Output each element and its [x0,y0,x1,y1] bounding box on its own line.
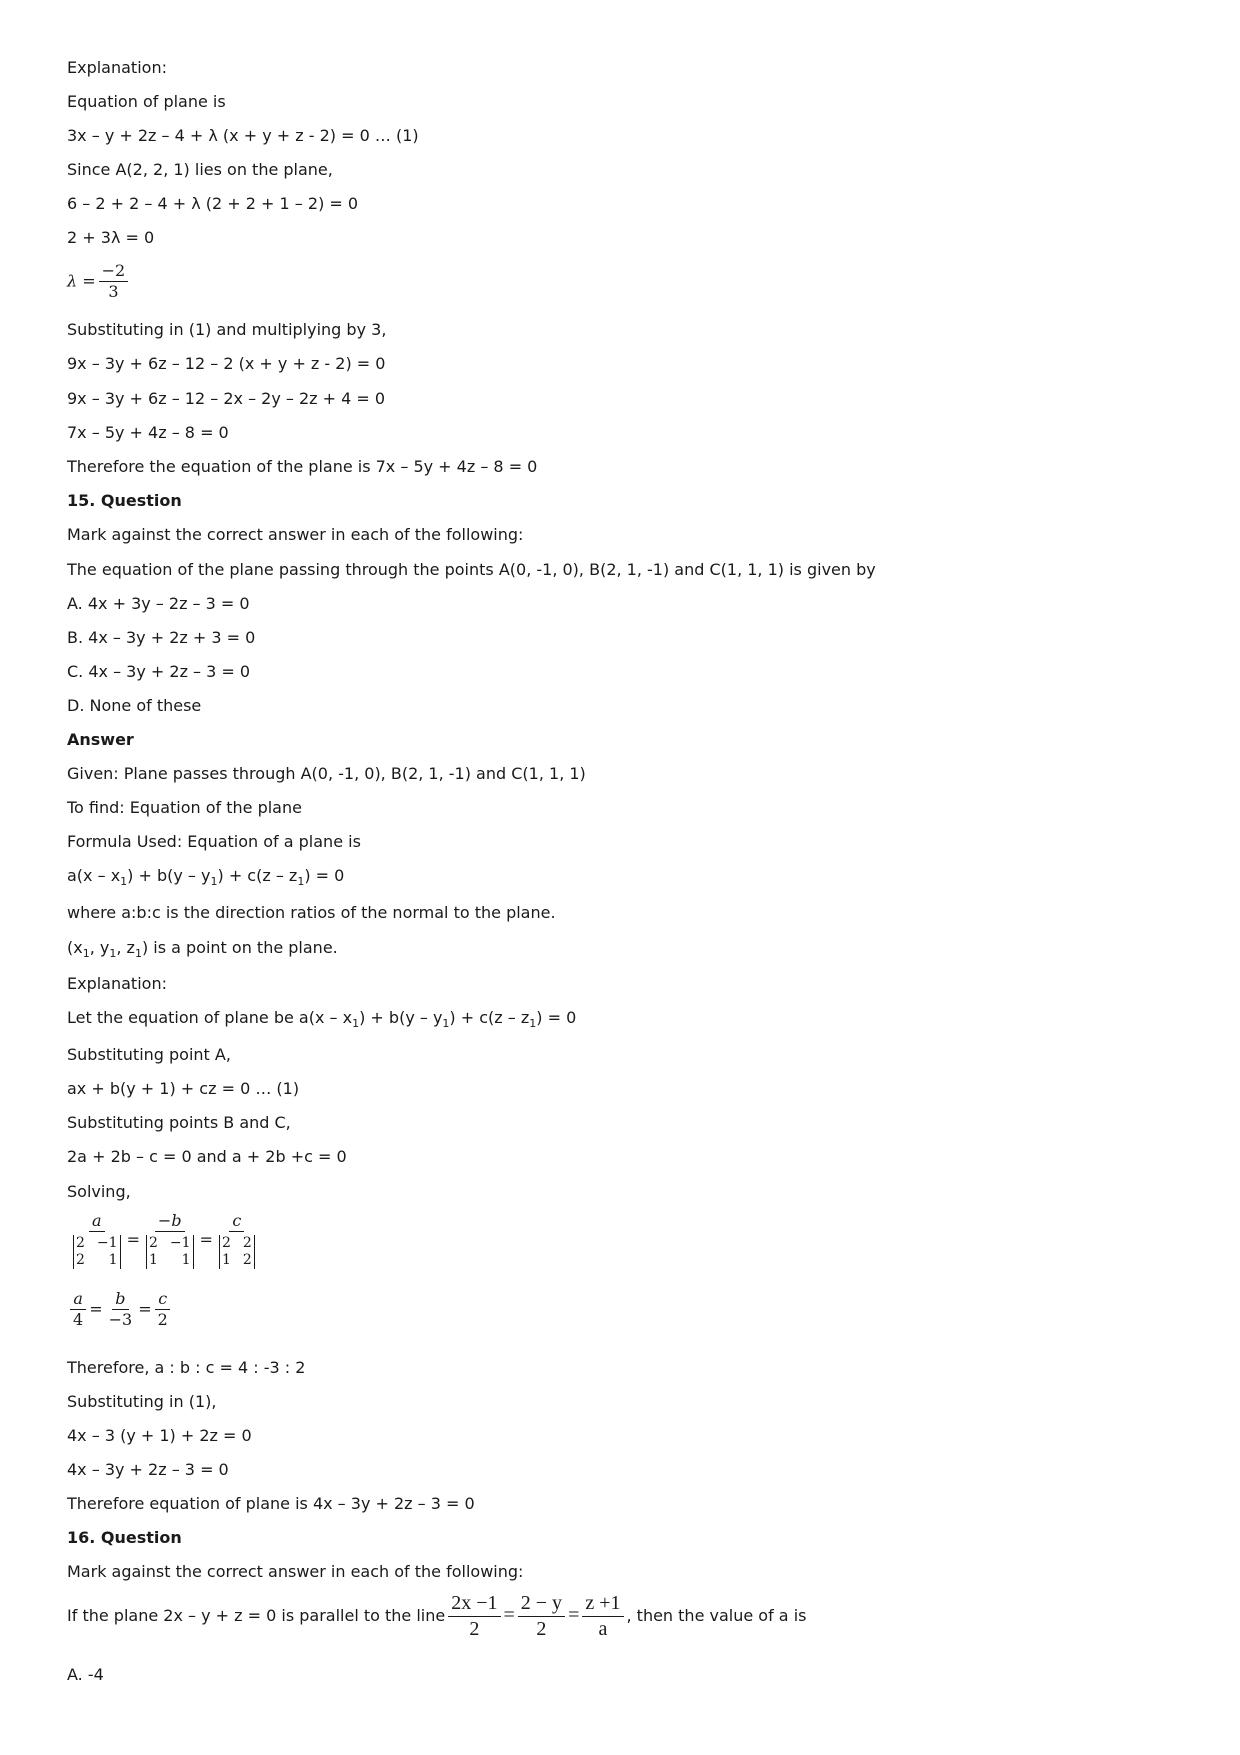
text-line: Substituting point A, [67,1045,231,1064]
det-cell: 2 [76,1235,85,1252]
equation-line: 9x – 3y + 6z – 12 – 2 (x + y + z - 2) = 0 [67,354,386,373]
subscript: 1 [210,875,218,888]
subscript: 1 [82,947,90,960]
formula-part: ) + c(z – z [217,866,298,885]
question-heading: 15. Question [67,491,182,510]
equation-line: 6 – 2 + 2 – 4 + λ (2 + 2 + 1 – 2) = 0 [67,194,359,213]
formula-equation [67,866,344,886]
equation-line: 4x – 3y + 2z – 3 = 0 [67,1460,229,1479]
question-prefix: If the plane 2x – y + z = 0 is parallel to the line [67,1606,446,1625]
equals-sign: = [568,1604,580,1626]
explanation-label: Explanation: [67,58,167,77]
formula-part: ) + b(y – y [127,866,211,885]
text-part: , y [89,938,110,957]
fraction-denominator: 2 [157,1310,168,1330]
ratio-equation [67,1290,174,1330]
determinant-fraction-b [143,1212,197,1269]
text-line: Substituting in (1) and multiplying by 3, [67,320,387,339]
where-text: where a:b:c is the direction ratios of the normal to the plane. [67,903,556,922]
ratio-fraction [70,1290,86,1330]
fraction-denominator: 3 [108,282,119,302]
text-part: ) + b(y – y [359,1008,443,1027]
fraction-numerator: z +1 [582,1592,623,1617]
equals-sign: = [89,1299,103,1319]
text-part: Let the equation of plane be a(x – x [67,1008,353,1027]
determinant [73,1235,121,1269]
equation-line: 2a + 2b – c = 0 and a + 2b +c = 0 [67,1147,347,1166]
formula-part: a(x – x [67,866,121,885]
fraction-denominator [143,1232,197,1269]
formula-text: Formula Used: Equation of a plane is [67,832,361,851]
text-line: Substituting in (1), [67,1392,217,1411]
solving-label: Solving, [67,1182,131,1201]
lambda-lhs: λ = [67,271,96,291]
fraction-numerator: 2 − y [518,1592,565,1617]
fraction-denominator: −3 [108,1310,133,1330]
det-cell: 2 [242,1235,252,1252]
option-a: A. -4 [67,1665,104,1684]
fraction-numerator: a [89,1212,105,1232]
determinant-equation [67,1212,261,1269]
text-line: Substituting points B and C, [67,1113,291,1132]
det-cell: 2 [242,1252,252,1269]
det-cell: 1 [221,1252,231,1269]
fraction-numerator: −b [155,1212,185,1232]
determinant-fraction-a [70,1212,124,1269]
equation-line: 2 + 3λ = 0 [67,228,155,247]
line-fraction-2 [518,1592,565,1641]
conclusion-line: Therefore the equation of the plane is 7x – 5y + 4z – 8 = 0 [67,457,538,476]
fraction-numerator: a [70,1290,86,1310]
fraction-numerator: −2 [99,262,129,282]
question-heading: 16. Question [67,1528,182,1547]
det-cell: 1 [148,1252,158,1269]
formula-part: ) = 0 [304,866,345,885]
option-b: B. 4x – 3y + 2z + 3 = 0 [67,628,256,647]
equation-line: 9x – 3y + 6z – 12 – 2x – 2y – 2z + 4 = 0 [67,389,386,408]
equation-line: 7x – 5y + 4z – 8 = 0 [67,423,229,442]
det-cell: −1 [96,1235,118,1252]
subscript: 1 [109,947,117,960]
determinant-fraction-c [216,1212,258,1269]
ratio-fraction [106,1290,136,1330]
subscript: 1 [120,875,128,888]
ratio-fraction [155,1290,171,1330]
fraction-denominator [70,1232,124,1269]
ratio-conclusion: Therefore, a : b : c = 4 : -3 : 2 [67,1358,306,1377]
equation-line: 3x – y + 2z – 4 + λ (x + y + z - 2) = 0 … (1) [67,126,419,145]
given-text: Given: Plane passes through A(0, -1, 0), B(2, 1, -1) and C(1, 1, 1) [67,764,586,783]
fraction-numerator: c [155,1290,170,1310]
equals-sign: = [138,1299,152,1319]
point-text [67,938,338,958]
lambda-fraction [99,262,129,302]
subscript: 1 [297,875,305,888]
explanation-label: Explanation: [67,974,167,993]
line-fraction-3 [582,1592,623,1641]
equals-sign: = [503,1604,515,1626]
option-c: C. 4x – 3y + 2z – 3 = 0 [67,662,251,681]
text-line: Since A(2, 2, 1) lies on the plane, [67,160,333,179]
text-line: Equation of plane is [67,92,226,111]
subscript: 1 [134,947,142,960]
let-equation [67,1008,576,1028]
instruction-text: Mark against the correct answer in each of the following: [67,525,524,544]
det-cell: −1 [169,1235,191,1252]
fraction-denominator: a [598,1618,608,1640]
option-a: A. 4x + 3y – 2z – 3 = 0 [67,594,250,613]
question-text [67,1592,806,1641]
text-part: ) = 0 [536,1008,577,1027]
det-cell: 2 [148,1235,158,1252]
instruction-text: Mark against the correct answer in each of the following: [67,1562,524,1581]
det-cell: 2 [221,1235,231,1252]
text-part: ) + c(z – z [449,1008,530,1027]
conclusion-line: Therefore equation of plane is 4x – 3y + 2z – 3 = 0 [67,1494,475,1513]
determinant [219,1235,255,1269]
line-fraction-1 [448,1592,500,1641]
equation-line: 4x – 3 (y + 1) + 2z = 0 [67,1426,252,1445]
det-cell: 1 [108,1252,118,1269]
question-suffix: , then the value of a is [626,1606,807,1625]
to-find-text: To find: Equation of the plane [67,798,302,817]
text-part: ) is a point on the plane. [141,938,338,957]
fraction-denominator [216,1232,258,1269]
subscript: 1 [529,1017,537,1030]
fraction-numerator: 2x −1 [448,1592,500,1617]
det-cell: 2 [76,1252,85,1269]
det-cell: 1 [181,1252,191,1269]
fraction-numerator: c [229,1212,244,1232]
fraction-denominator: 4 [73,1310,84,1330]
equals-sign: = [199,1230,213,1250]
determinant [146,1235,194,1269]
equation-line: ax + b(y + 1) + cz = 0 … (1) [67,1079,300,1098]
text-part: (x [67,938,83,957]
lambda-equation [67,262,131,302]
answer-heading: Answer [67,730,134,749]
subscript: 1 [442,1017,450,1030]
fraction-denominator: 2 [469,1618,480,1640]
fraction-denominator: 2 [536,1618,547,1640]
question-text: The equation of the plane passing through the points A(0, -1, 0), B(2, 1, -1) and C(1, 1, 1) is given by [67,560,876,579]
fraction-numerator: b [112,1290,128,1310]
subscript: 1 [352,1017,360,1030]
option-d: D. None of these [67,696,202,715]
equals-sign: = [126,1230,140,1250]
text-part: , z [116,938,135,957]
